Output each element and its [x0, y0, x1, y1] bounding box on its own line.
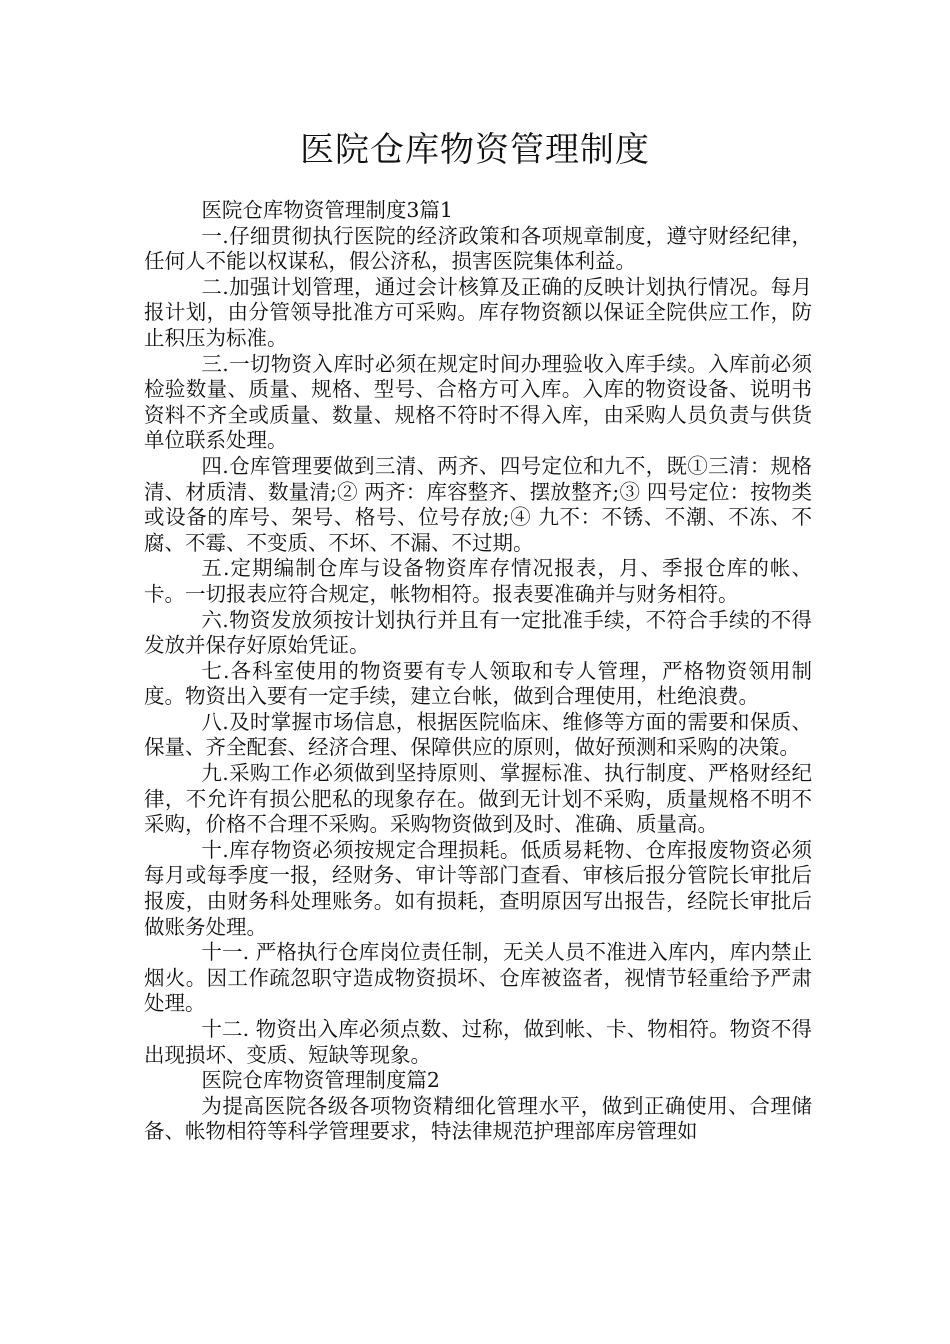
document-title: 医院仓库物资管理制度	[300, 130, 650, 170]
paragraph-5: 五.定期编制仓库与设备物资库存情况报表，月、季报仓库的帐、卡。一切报表应符合规定，帐物相符。报表要准确并与财务相符。	[144, 556, 812, 606]
paragraph-3: 三.一切物资入库时必须在规定时间办理验收入库手续。入库前必须检验数量、质量、规格、型号、合格方可入库。入库的物资设备、说明书资料不齐全或质量、数量、规格不符时不得入库，由采购人员负责与供货单位联系处理。	[144, 351, 812, 453]
section-heading-2: 医院仓库物资管理制度篇2	[201, 1068, 440, 1093]
paragraph-7: 七.各科室使用的物资要有专人领取和专人管理，严格物资领用制度。物资出入要有一定手续，建立台帐，做到合理使用，杜绝浪费。	[144, 658, 812, 709]
document-body	[144, 198, 812, 1145]
paragraph-11: 十一. 严格执行仓库岗位责任制，无关人员不准进入库内，库内禁止烟火。因工作疏忽职守造成物资损坏、仓库被盗者，视情节轻重给予严肃处理。	[144, 940, 812, 1016]
paragraph-13: 为提高医院各级各项物资精细化管理水平，做到正确使用、合理储备、帐物相符等科学管理要求，特法律规范护理部库房管理如	[144, 1093, 812, 1144]
paragraph-2: 二.加强计划管理，通过会计核算及正确的反映计划执行情况。每月报计划，由分管领导批准方可采购。库存物资额以保证全院供应工作，防止积压为标准。	[144, 274, 812, 350]
paragraph-12: 十二. 物资出入库必须点数、过称，做到帐、卡、物相符。物资不得出现损坏、变质、短缺等现象。	[144, 1017, 812, 1067]
paragraph-8: 八.及时掌握市场信息，根据医院临床、维修等方面的需要和保质、保量、齐全配套、经济合理、保障供应的原则，做好预测和采购的决策。	[144, 709, 812, 760]
paragraph-1: 一.仔细贯彻执行医院的经济政策和各项规章制度，遵守财经纪律，任何人不能以权谋私，假公济私，损害医院集体利益。	[144, 223, 812, 274]
paragraph-4: 四.仓库管理要做到三清、两齐、四号定位和九不，既①三清：规格清、材质清、数量清;② 两齐：库容整齐、摆放整齐;③ 四号定位：按物类或设备的库号、架号、格号、位号存放;④ 九不：不锈、不潮、不冻、不腐、不霉、不变质、不坏、不漏、不过期。	[144, 453, 812, 555]
section-heading-1: 医院仓库物资管理制度3篇1	[201, 198, 453, 222]
paragraph-6: 六.物资发放须按计划执行并且有一定批准手续，不符合手续的不得发放并保存好原始凭证。	[144, 607, 812, 658]
paragraph-10: 十.库存物资必须按规定合理损耗。低质易耗物、仓库报废物资必须每月或每季度一报，经财务、审计等部门查看、审核后报分管院长审批后报废，由财务科处理账务。如有损耗，查明原因写出报告，经院长审批后做账务处理。	[144, 837, 812, 939]
paragraph-9: 九.采购工作必须做到坚持原则、掌握标准、执行制度、严格财经纪律，不允许有损公肥私的现象存在。做到无计划不采购，质量规格不明不采购，价格不合理不采购。采购物资做到及时、准确、质量高。	[144, 761, 812, 837]
